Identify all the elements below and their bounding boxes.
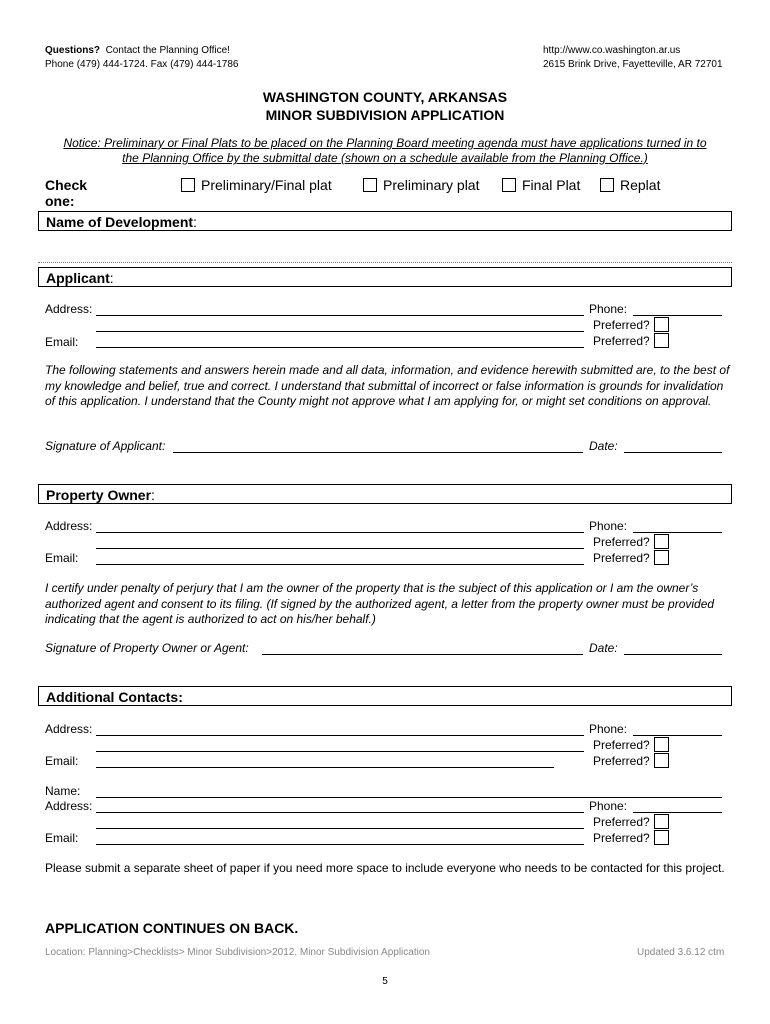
contact2-phone-preferred[interactable] — [593, 814, 669, 829]
section-label: Name of Development — [46, 214, 194, 230]
footer-updated: Updated 3.6.12 ctm — [637, 947, 725, 958]
applicant-email-field[interactable] — [96, 347, 584, 348]
page-number: 5 — [382, 976, 388, 987]
preferred-label: Preferred? — [593, 814, 650, 829]
owner-address-field-2[interactable] — [96, 548, 584, 549]
contact1-phone-field[interactable] — [633, 735, 722, 736]
option-label: Preliminary plat — [383, 177, 480, 193]
preferred-checkbox[interactable] — [654, 737, 669, 752]
notice-line-1: Notice: Preliminary or Final Plats to be placed on the Planning Board meeting agenda must have applications turned in to — [63, 136, 707, 150]
preferred-checkbox[interactable] — [654, 814, 669, 829]
preferred-checkbox[interactable] — [654, 830, 669, 845]
divider — [38, 262, 732, 263]
checkbox[interactable] — [363, 178, 377, 192]
section-label: Applicant — [46, 270, 110, 286]
county-title: WASHINGTON COUNTY, ARKANSAS — [262, 89, 508, 105]
property-owner-header — [38, 484, 732, 504]
additional-contacts-note: Please submit a separate sheet of paper if you need more space to include everyone who needs to be contacted for this project. — [45, 861, 725, 875]
owner-signature-field[interactable] — [262, 654, 583, 655]
applicant-statement: The following statements and answers herein made and all data, information, and evidence herewith submitted are, to the best of my knowledge and belief, true and correct. I understand that submittal of incorrect or false information is grounds for invalidation of this application. I understand that the County might not approve what I am applying for, or might set conditions on approval. — [45, 363, 730, 408]
applicant-phone-field[interactable] — [633, 315, 722, 316]
owner-email-preferred[interactable] — [593, 550, 669, 565]
owner-email-label: Email: — [45, 551, 79, 565]
website-link[interactable]: http://www.co.washington.ar.us — [543, 45, 681, 56]
contact2-phone-label: Phone: — [589, 799, 628, 813]
contact1-address-label: Address: — [45, 722, 93, 736]
check-one-label: Check one: — [45, 177, 88, 209]
questions-text: Contact the Planning Office! — [105, 45, 230, 56]
owner-phone-preferred[interactable] — [593, 534, 669, 549]
owner-address-label: Address: — [45, 519, 93, 533]
contact2-address-field[interactable] — [96, 812, 584, 813]
option-label: Final Plat — [522, 177, 581, 193]
preferred-label: Preferred? — [593, 333, 650, 348]
contact1-phone-label: Phone: — [589, 722, 628, 736]
section-label: Property Owner — [46, 487, 152, 503]
preferred-label: Preferred? — [593, 830, 650, 845]
applicant-date-field[interactable] — [624, 452, 722, 453]
header-contact — [45, 44, 238, 72]
applicant-header — [38, 267, 732, 287]
owner-phone-label: Phone: — [589, 519, 628, 533]
name-of-development-header[interactable] — [38, 211, 732, 231]
applicant-email-preferred[interactable] — [593, 333, 669, 348]
owner-date-label: Date: — [589, 641, 618, 655]
preferred-checkbox[interactable] — [654, 534, 669, 549]
form-title: MINOR SUBDIVISION APPLICATION — [265, 107, 505, 123]
option-preliminary-final[interactable] — [181, 177, 332, 193]
applicant-address-label: Address: — [45, 302, 93, 316]
applicant-address-field-2[interactable] — [96, 331, 584, 332]
applicant-email-label: Email: — [45, 335, 79, 349]
checkbox[interactable] — [181, 178, 195, 192]
notice-line-2: the Planning Office by the submittal date (shown on a schedule available from the Planning Office.) — [122, 151, 648, 165]
contact2-name-field[interactable] — [96, 797, 722, 798]
applicant-date-label: Date: — [589, 439, 618, 453]
contact1-email-field[interactable] — [96, 767, 554, 768]
preferred-checkbox[interactable] — [654, 317, 669, 332]
section-colon: : — [151, 487, 155, 503]
footer-location: Location: Planning>Checklists> Minor Subdivision>2012. Minor Subdivision Application — [45, 947, 430, 958]
owner-date-field[interactable] — [624, 654, 722, 655]
preferred-label: Preferred? — [593, 753, 650, 768]
contact2-address-field-2[interactable] — [96, 828, 584, 829]
contact2-email-preferred[interactable] — [593, 830, 669, 845]
contact2-address-label: Address: — [45, 799, 93, 813]
continues-notice: APPLICATION CONTINUES ON BACK. — [45, 920, 299, 936]
contact1-email-label: Email: — [45, 754, 79, 768]
owner-phone-field[interactable] — [633, 532, 722, 533]
contact2-phone-field[interactable] — [633, 812, 722, 813]
contact1-phone-preferred[interactable] — [593, 737, 669, 752]
applicant-address-field[interactable] — [96, 315, 584, 316]
contact1-address-field[interactable] — [96, 735, 584, 736]
preferred-label: Preferred? — [593, 317, 650, 332]
office-address: 2615 Brink Drive, Fayetteville, AR 72701 — [543, 59, 723, 70]
applicant-signature-field[interactable] — [173, 452, 583, 453]
owner-statement: I certify under penalty of perjury that I am the owner of the property that is the subject of this application or I am the owner’s authorized agent and consent to its filing. (If signed by the authorized agent, a letter from the property owner must be provided indicating that the agent is authorized to act on his/her behalf.) — [45, 581, 715, 626]
preferred-checkbox[interactable] — [654, 550, 669, 565]
applicant-phone-preferred[interactable] — [593, 317, 669, 332]
applicant-signature-label: Signature of Applicant: — [45, 439, 166, 453]
preferred-label: Preferred? — [593, 534, 650, 549]
contact1-email-preferred[interactable] — [593, 753, 669, 768]
applicant-phone-label: Phone: — [589, 302, 628, 316]
owner-email-field[interactable] — [96, 564, 584, 565]
section-label: Additional Contacts: — [46, 689, 183, 705]
preferred-label: Preferred? — [593, 550, 650, 565]
checkbox[interactable] — [502, 178, 516, 192]
option-replat[interactable] — [600, 177, 660, 193]
notice — [40, 136, 730, 166]
phone-fax: Phone (479) 444-1724. Fax (479) 444-1786 — [45, 59, 239, 70]
option-preliminary[interactable] — [363, 177, 479, 193]
additional-contacts-header — [38, 686, 732, 706]
option-final[interactable] — [502, 177, 580, 193]
option-label: Preliminary/Final plat — [201, 177, 332, 193]
preferred-checkbox[interactable] — [654, 753, 669, 768]
header-address — [543, 44, 723, 72]
contact2-name-label: Name: — [45, 784, 81, 798]
contact1-address-field-2[interactable] — [96, 751, 584, 752]
preferred-checkbox[interactable] — [654, 333, 669, 348]
option-label: Replat — [620, 177, 661, 193]
section-colon: : — [193, 214, 197, 230]
owner-signature-label: Signature of Property Owner or Agent: — [45, 641, 249, 655]
checkbox[interactable] — [600, 178, 614, 192]
contact2-email-field[interactable] — [96, 844, 584, 845]
preferred-label: Preferred? — [593, 737, 650, 752]
questions-label: Questions? — [45, 45, 101, 56]
contact2-email-label: Email: — [45, 831, 79, 845]
owner-address-field[interactable] — [96, 532, 584, 533]
section-colon: : — [109, 270, 114, 286]
